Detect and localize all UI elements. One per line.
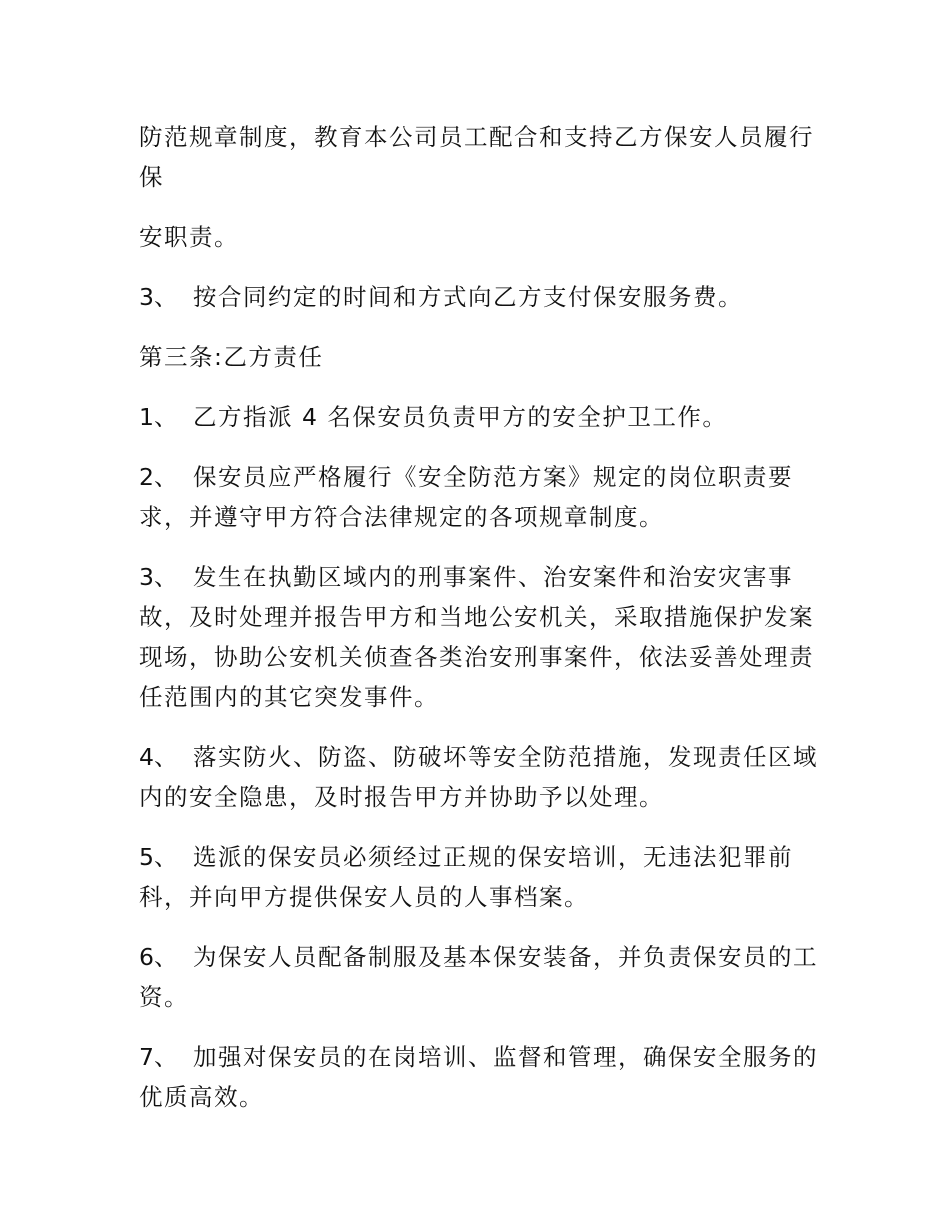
paragraph-text: 乙方指派 4 名保安员负责甲方的安全护卫工作。 <box>193 403 728 431</box>
paragraph-9 <box>139 837 819 917</box>
item-number: 6、 <box>139 943 178 971</box>
item-number: 4、 <box>139 743 178 771</box>
item-number: 3、 <box>139 563 178 591</box>
paragraph-text: 安职责。 <box>139 223 239 251</box>
item-number: 7、 <box>139 1043 178 1071</box>
paragraph-5 <box>139 397 819 437</box>
document-body <box>139 117 819 1137</box>
item-number: 3、 <box>139 283 178 311</box>
item-number: 2、 <box>139 463 178 491</box>
paragraph-text: 落实防火、防盗、防破坏等安全防范措施，发现责任区域内的安全隐患，及时报告甲方并协助予以处理。 <box>139 743 818 811</box>
paragraph-text: 加强对保安员的在岗培训、监督和管理，确保安全服务的优质高效。 <box>139 1043 818 1111</box>
paragraph-1 <box>139 117 819 197</box>
section-heading <box>139 337 819 377</box>
paragraph-text: 保安员应严格履行《安全防范方案》规定的岗位职责要求，并遵守甲方符合法律规定的各项规章制度。 <box>139 463 793 531</box>
paragraph-text: 防范规章制度，教育本公司员工配合和支持乙方保安人员履行保 <box>139 123 814 191</box>
item-number: 5、 <box>139 843 178 871</box>
paragraph-2 <box>139 217 819 257</box>
paragraph-10 <box>139 937 819 1017</box>
item-number: 1、 <box>139 403 178 431</box>
paragraph-3 <box>139 277 819 317</box>
paragraph-text: 选派的保安员必须经过正规的保安培训，无违法犯罪前科，并向甲方提供保安人员的人事档案。 <box>139 843 793 911</box>
heading-text: 第三条:乙方责任 <box>139 343 324 371</box>
paragraph-11 <box>139 1037 819 1117</box>
paragraph-6 <box>139 457 819 537</box>
paragraph-text: 发生在执勤区域内的刑事案件、治安案件和治安灾害事故，及时处理并报告甲方和当地公安机关，采取措施保护发案现场，协助公安机关侦查各类治安刑事案件，依法妥善处理责任范围内的其它突发事件。 <box>139 563 814 711</box>
paragraph-7 <box>139 557 819 717</box>
paragraph-8 <box>139 737 819 817</box>
paragraph-text: 按合同约定的时间和方式向乙方支付保安服务费。 <box>193 283 743 311</box>
paragraph-text: 为保安人员配备制服及基本保安装备，并负责保安员的工资。 <box>139 943 818 1011</box>
